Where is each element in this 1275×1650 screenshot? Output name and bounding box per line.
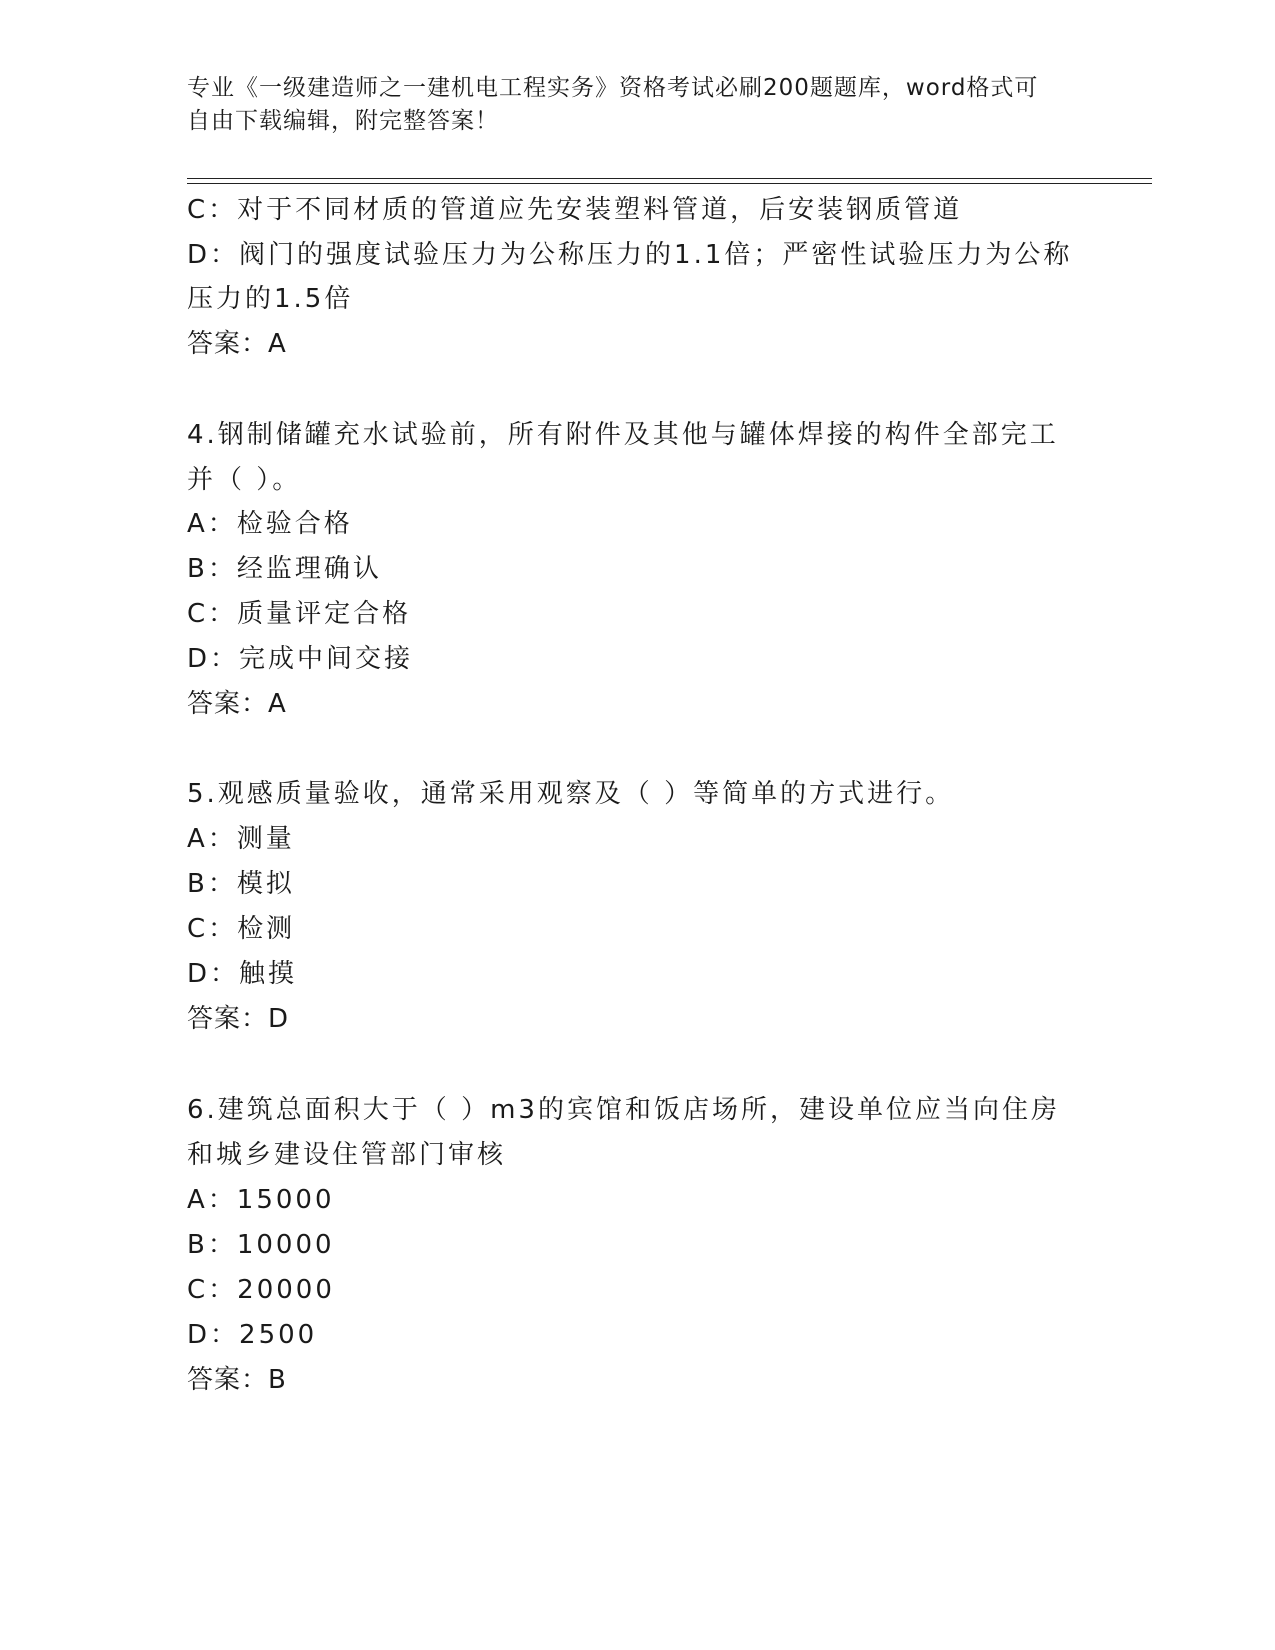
header-divider-bottom: [187, 183, 1152, 184]
q3-option-c: C：对于不同材质的管道应先安装塑料管道，后安装钢质管道: [187, 195, 963, 225]
q4-stem-line-2: 并（ ）。: [187, 465, 302, 495]
q3-option-d-line-2: 压力的1.5倍: [187, 284, 354, 314]
q4-answer: 答案：A: [187, 689, 287, 719]
q5-option-c: C：检测: [187, 914, 296, 944]
q6-stem-line-2: 和城乡建设住管部门审核: [187, 1140, 507, 1170]
q6-answer: 答案：B: [187, 1365, 287, 1395]
q4-option-c: C：质量评定合格: [187, 599, 412, 629]
q5-option-d: D：触摸: [187, 959, 298, 989]
q6-option-c: C：20000: [187, 1275, 335, 1305]
q5-stem: 5.观感质量验收，通常采用观察及（ ）等简单的方式进行。: [187, 779, 955, 809]
document-title-line-2: 自由下载编辑，附完整答案！: [187, 108, 499, 134]
q3-answer: 答案：A: [187, 329, 287, 359]
document-title: [187, 72, 1067, 138]
q6-option-d: D：2500: [187, 1320, 318, 1350]
q4-stem-line-1: 4.钢制储罐充水试验前，所有附件及其他与罐体焊接的构件全部完工: [187, 420, 1059, 450]
document-title-line-1: 专业《一级建造师之一建机电工程实务》资格考试必刷200题题库，word格式可: [187, 75, 1039, 101]
q6-option-b: B：10000: [187, 1230, 335, 1260]
q4-option-d: D：完成中间交接: [187, 644, 414, 674]
q3-option-d-line-1: D：阀门的强度试验压力为公称压力的1.1倍；严密性试验压力为公称: [187, 240, 1073, 270]
header-divider-top: [187, 178, 1152, 179]
q4-option-a: A：检验合格: [187, 509, 353, 539]
q5-option-a: A：测量: [187, 824, 295, 854]
q5-option-b: B：模拟: [187, 869, 295, 899]
q6-stem-line-1: 6.建筑总面积大于（ ）m3的宾馆和饭店场所，建设单位应当向住房: [187, 1095, 1060, 1125]
q6-option-a: A：15000: [187, 1185, 335, 1215]
q4-option-b: B：经监理确认: [187, 554, 382, 584]
q5-answer: 答案：D: [187, 1004, 290, 1034]
